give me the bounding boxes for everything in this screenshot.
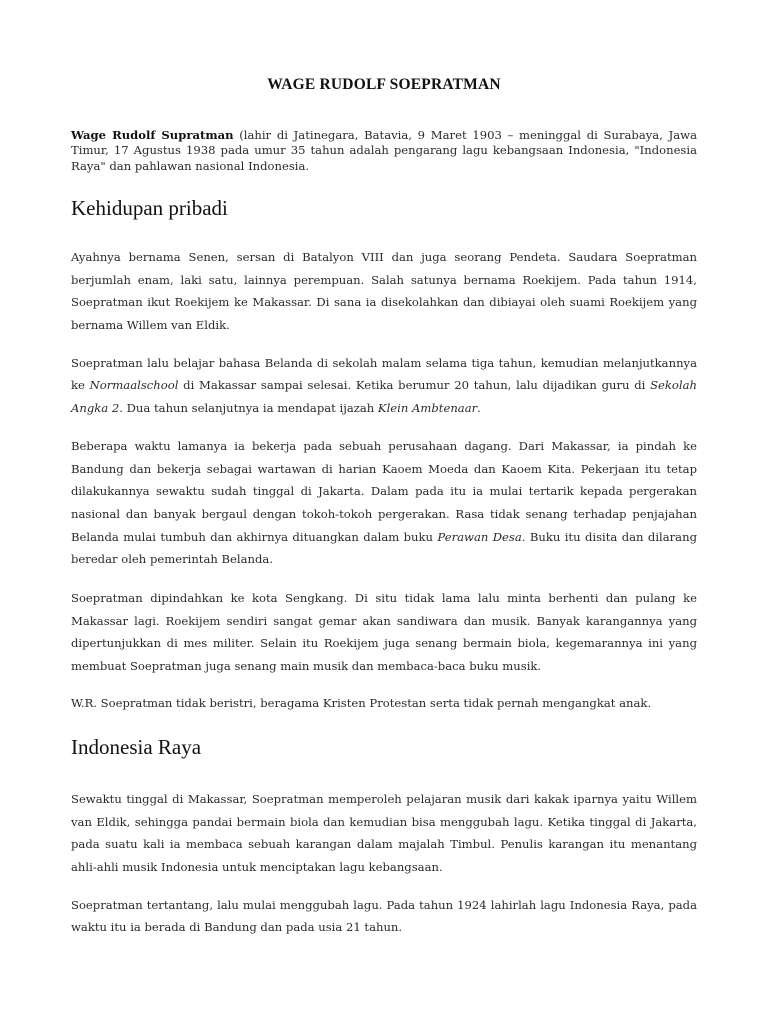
intro-paragraph [71,128,697,174]
paragraph-music-learning: Sewaktu tinggal di Makassar, Soepratman memperoleh pelajaran musik dari kakak iparnya yaitu Willem van Eldik, sehingga pandai bermain biola dan kemudian bisa menggubah lagu. Ketika tinggal di Jakarta, pada suatu kali ia membaca sebuah karangan dalam majalah Timbul. Penulis karangan itu menantang ahli-ahli musik Indonesia untuk menciptakan lagu kebangsaan. [71,791,697,874]
paragraph-sengkang: Soepratman dipindahkan ke kota Sengkang. Di situ tidak lama lalu minta berhenti dan pulang ke Makassar lagi. Roekijem sendiri sangat gemar akan sandiwara dan musik. Banyak karangannya yang dipertunjukkan di mes militer. Selain itu Roekijem juga senang bermain biola, kegemarannya ini yang membuat Soepratman juga senang main musik dan membaca-baca buku musik. [71,591,697,674]
paragraph-text: . [477,401,481,416]
paragraph-text: . Buku itu disita dan dilarang beredar oleh pemerintah Belanda. [71,529,697,567]
paragraph-text: Soepratman lalu belajar bahasa Belanda di sekolah malam selama tiga tahun, kemudian melanjutkannya ke [71,355,697,393]
intro-bold-name: Wage Rudolf Supratman [71,128,234,142]
document-page [71,0,697,939]
paragraph-education [71,352,697,420]
italic-book-title: Perawan Desa [437,529,522,544]
intro-text: (lahir di Jatinegara, Batavia, 9 Maret 1903 – meninggal di Surabaya, Jawa Timur, 17 Agustus 1938 pada umur 35 tahun adalah pengarang lagu kebangsaan Indonesia, "Indonesia Raya" dan pahlawan nasional Indonesia. [71,128,698,173]
paragraph-composition: Soepratman tertantang, lalu mulai menggubah lagu. Pada tahun 1924 lahirlah lagu Indonesia Raya, pada waktu itu ia berada di Bandung dan pada usia 21 tahun. [71,897,697,935]
paragraph-text: . Dua tahun selanjutnya ia mendapat ijazah [119,401,378,416]
italic-term: Sekolah Angka 2 [71,378,697,416]
section-heading-kehidupan-pribadi: Kehidupan pribadi [71,195,228,220]
paragraph-text: di Makassar sampai selesai. Ketika berumur 20 tahun, lalu dijadikan guru di [178,378,651,393]
paragraph-family: Ayahnya bernama Senen, sersan di Batalyon VIII dan juga seorang Pendeta. Saudara Soepratman berjumlah enam, laki satu, lainnya perempuan. Salah satunya bernama Roekijem. Pada tahun 1914, Soepratman ikut Roekijem ke Makassar. Di sana ia disekolahkan dan dibiayai oleh suami Roekijem yang bernama Willem van Eldik. [71,249,697,332]
document-title: WAGE RUDOLF SOEPRATMAN [267,76,501,93]
paragraph-personal: W.R. Soepratman tidak beristri, beragama Kristen Protestan serta tidak pernah mengangkat anak. [71,695,652,710]
italic-term: Klein Ambtenaar [377,401,478,416]
paragraph-text: Beberapa waktu lamanya ia bekerja pada sebuah perusahaan dagang. Dari Makassar, ia pindah ke Bandung dan bekerja sebagai wartawan di harian Kaoem Moeda dan Kaoem Kita. Pekerjaan itu tetap dilakukannya sewaktu sudah tinggal di Jakarta. Dalam pada itu ia mulai tertarik kepada pergerakan nasional dan banyak bergaul dengan tokoh-tokoh pergerakan. Rasa tidak senang terhadap penjajahan Belanda mulai tumbuh dan akhirnya dituangkan dalam buku [71,438,697,544]
italic-term: Normaalschool [89,378,179,393]
section-heading-indonesia-raya: Indonesia Raya [71,734,202,759]
paragraph-career [71,435,697,571]
